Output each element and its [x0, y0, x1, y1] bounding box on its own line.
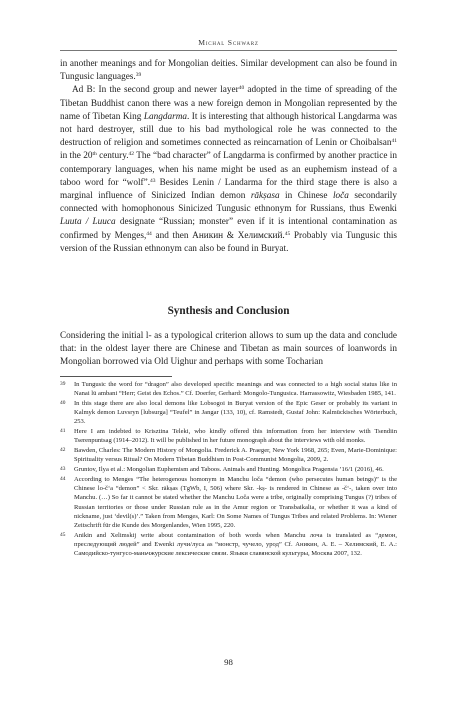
paragraph-2: Ad B: In the second group and newer layer$^{40}$ adopted in the time of spreading of the Tibetan Buddhist canon there was a new foreign demon in Mongolian represented by the name of Tibetan King Langdarma. It is interesting that although historical Langdarma was not hard destroyer, still due to his bad mythological role he was connected to the destruction of religion and sometimes connected as reincarnation of Lenin or Choibalsan$^{41}$ in the 20th century.$^{42}$ The “bad character” of Langdarma is confirmed by another practice in contemporary languages, when his name might be used as an euphemism instead of a taboo word for “wolf”.$^{43}$ Besides Lenin / Landarma for the third stage there is also a marginal influence of Sinicized Indian demon rākṣasa in Chinese loča secondarily connected with homophonous Sinicized Tungusic ethnonym for Russians, thus Ewenki Luuta / Luuca designate “Russian; monster” even if it is intentional contamination as confirmed by Menges,$^{44}$ and then Аникин & Хелимский.$^{45}$ Probably via Tungusic this version of the Russian ethnonym can also be found in Buryat.: [60, 85, 398, 254]
footnote-42: 42 Bawden, Charles: The Modern History of Mongolia. Frederick A. Praeger, New York 1968, 265; Even, Marie-Dominique: Spirituality versus Ritual? On Modern Tibetan Buddhism in Post-Communist Mongolia, 2009, 2.: [60, 447, 397, 464]
footnote-43: 43 Gruntov, Ilya et al.: Mongolian Euphemism and Taboos. Animals and Hunting. Mongolica Pragensia ’16/1 (2016), 46.: [60, 466, 384, 474]
footnote-rule: [60, 376, 172, 377]
footnote-ref-45[interactable]: 45: [284, 230, 291, 237]
footnote-ref-43[interactable]: 43: [150, 177, 156, 184]
footnote-ref-39[interactable]: 39: [135, 72, 142, 79]
footnote-45: 45 Anikin and Xelimskij write about contamination of both words when Manchu лоча is translated as “демон, преследующий людей” and Ewenki лучи/луса as “монстр, чучело, урод” Cf. Аникин, А. Е. – Хелимский, Е. А.: Самодийско-тунгусо-маньчжурские лексические связи. Языки славянской культуры, Москва 2007, 132.: [60, 531, 397, 558]
footnote-40: 40 In this stage there are also local demons like Lobsogoi in Buryat version of the Epic Geser or probably its variant in Kalmyk demon Luvsryn [lubsurga] “Teufel” in Jangar (133, 10), cf. Ramstedt, Gustaf John: Kalmückisches Wörterbuch, 253.: [60, 400, 397, 426]
section-heading: Synthesis and Conclusion: [167, 305, 290, 317]
paragraph-3: Considering the initial l- as a typological criterion allows to sum up the data and conclude that: in the oldest layer there are Chinese and Tibetan as main sources of loanwords in Mongolian borrowed via Old Uighur and perhaps with some Tocharian: [60, 331, 397, 368]
running-header: Michal Schwarz: [198, 38, 259, 47]
footnotes: [60, 380, 397, 559]
section-body: [60, 330, 397, 370]
paragraph-1: in another meanings and for Mongolian deities. Similar development can also be found in Tungusic languages.$^{39}$: [60, 59, 397, 83]
header-rule: [60, 50, 397, 51]
body-text: [60, 58, 397, 256]
footnote-44: 44 According to Menges “The heterogenous homonym in Manchu loča “demon (who persecutes human beings)” is the Chinese lo-č‘a “demon” < Skr. rākṣas (TgWb, I, 506) where Skr. -kṣ- is rendered in Chinese as -č‘-, taken over into Manchu. (…) So far it cannot be stated whether the Manchu Loča were a tribe, originally comprising Tungus (?) tribes of Russian territories or those under Russian rule as in the Amur region or Transbaikalia, or whether it was a kind of nickname, just ‘devil(s)’.” Taken from Menges, Karl: On Some Names of Tungus Tribes and related Problems. In: Wiener Zeitschrift für die Kunde des Morgenlandes, Wien 1995, 220.: [60, 476, 397, 530]
footnote-ref-40[interactable]: 40: [238, 85, 245, 92]
footnote-ref-44[interactable]: 44: [146, 230, 152, 237]
page-number: 98: [224, 657, 233, 667]
footnote-ref-41[interactable]: 41: [391, 138, 397, 145]
footnote-ref-42[interactable]: 42: [128, 151, 135, 158]
footnote-39: 39 In Tungusic the word for “dragon” also developed specific meanings and was connected to a high social status like in Nanai lū ambani “Herr; Geist des Echos.” Cf. Doerfer, Gerhard: Mongolo-Tungusica. Harrassowitz, Wiesbaden 1985, 141.: [60, 381, 397, 398]
footnote-41: 41 Here I am indebted to Krisztina Teleki, who kindly offered this information from her interview with Tsendiin Tserenpuntsag (1914–2012). It will be published in her future monograph about the interviews with old monks.: [60, 428, 397, 445]
